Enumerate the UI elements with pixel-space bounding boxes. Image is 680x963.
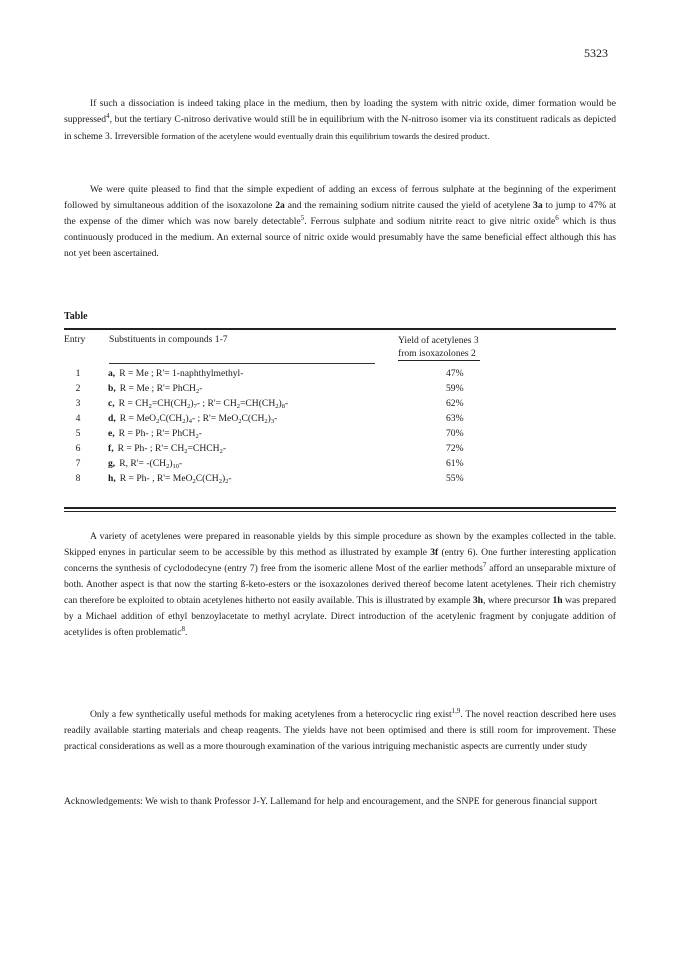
reference-5: 5 bbox=[300, 214, 305, 222]
table-bottom-rule-thin bbox=[64, 511, 616, 512]
table-row-3: 3 c, $R = CH_2=CH(CH_2)_7-$ ; $R'= CH_2=CH(CH_2)_8-$ 62% bbox=[75, 398, 464, 410]
paragraph-1: If such a dissociation is indeed taking place in the medium, then by loading the system with nitric oxide, dimer formation would be suppressed$^4$, but the tertiary C-nitroso derivative would still be in equilibrium with the N-nitroso isomer via its constituent radicals as depicted in scheme 3. Irreversible formation of the acetylene would eventually drain this equilibrium towards the desired product. bbox=[64, 98, 616, 142]
table-row-1: 1 a, R = Me ; R'= 1-naphthylmethyl- 47% bbox=[75, 368, 464, 379]
compound-3h: 3h bbox=[472, 595, 483, 606]
header-substituents: Substituents in compounds 1-7 bbox=[109, 334, 228, 345]
paragraph-3: A variety of acetylenes were prepared in reasonable yields by this simple procedure as shown by the examples collected in the table. Skipped enynes in particular seem to be accessible by this method as illustrated by example 3f (entry 6). One further interesting application concerns the synthesis of cyclododecyne (entry 7) free from the isomeric allene Most of the earlier methods$^7$ afford an unseparable mixture of both. Another aspect is that now the starting ß-keto-esters or the isoxazolones derived thereof become latent acetylenes. Their rich chemistry can therefore be exploited to obtain acetylenes hitherto not easily available. This is illustrated by example 3h, where precursor 1h was prepared by a Michael addition of ethyl benzoylacetate to methyl acrylate. Direct introduction of the acetylenic fragment by conjugate addition of acetylides is often problematic$^8$. bbox=[64, 531, 616, 638]
compound-3a: 3a bbox=[533, 200, 543, 211]
table-row-7: 7 g, R, $R'= -(CH_2)_{10}-$ 61% bbox=[75, 458, 464, 470]
paragraph-4: Only a few synthetically useful methods for making acetylenes from a heterocyclic ring exist$^{1,9}$. The novel reaction described here uses readily available starting materials and cheap reagents. The yields have not been optimised and there is still room for improvement. These practical considerations as well as a more thourough examination of the various intriguing mechanistic aspects are currently under study bbox=[64, 707, 616, 752]
page-number: 5323 bbox=[584, 46, 608, 60]
table-top-rule bbox=[64, 328, 616, 330]
reference-8: 8 bbox=[181, 625, 185, 633]
reference-6: 6 bbox=[555, 214, 559, 222]
table-row-8: 8 h, R = Ph- , $R'= MeO_2C(CH_2)_2-$ 55% bbox=[75, 473, 464, 485]
table-row-2: 2 b, R = Me ; R'= PhCH$_2$- 59% bbox=[75, 383, 464, 395]
header-entry: Entry bbox=[64, 334, 86, 345]
reference-4: 4 bbox=[106, 112, 110, 120]
table-title: Table bbox=[64, 311, 88, 322]
compound-2a: 2a bbox=[275, 200, 285, 211]
table-row-5: 5 e, R = Ph- ; R'= PhCH$_2$- 70% bbox=[75, 428, 464, 440]
header-underline bbox=[109, 363, 375, 364]
paragraph-2: We were quite pleased to find that the simple expedient of adding an excess of ferrous sulphate at the beginning of the experiment followed by simultaneous addition of the isoxazolone 2a and the remaining sodium nitrite caused the yield of acetylene 3a to jump to 47% at the expense of the dimer which was now barely detectable$^5$. Ferrous sulphate and sodium nitrite react to give nitric oxide$^6$ which is thus continuously produced in the medium. An external source of nitric oxide would presumably have the same beneficial effect although this has not yet been ascertained. bbox=[64, 184, 617, 259]
reference-1-9: 1,9 bbox=[451, 707, 461, 715]
reference-7: 7 bbox=[482, 561, 487, 569]
header-yield: Yield of acetylenes 3 from isoxazolones 2 bbox=[398, 335, 479, 359]
table-row-6: 6 f, R = Ph- ; $R'= CH_2=CHCH_2-$ 72% bbox=[75, 443, 464, 455]
table-bottom-rule bbox=[64, 507, 616, 509]
compound-1h: 1h bbox=[552, 595, 563, 606]
compound-3f: 3f bbox=[430, 547, 439, 558]
table-row-4: 4 d, $R = MeO_2C(CH_2)_4-$ ; $R'= MeO_2C(CH_2)_3-$ 63% bbox=[75, 413, 464, 425]
acknowledgements: Acknowledgements: We wish to thank Professor J-Y. Lallemand for help and encouragement, and the SNPE for generous financial support bbox=[64, 796, 598, 807]
